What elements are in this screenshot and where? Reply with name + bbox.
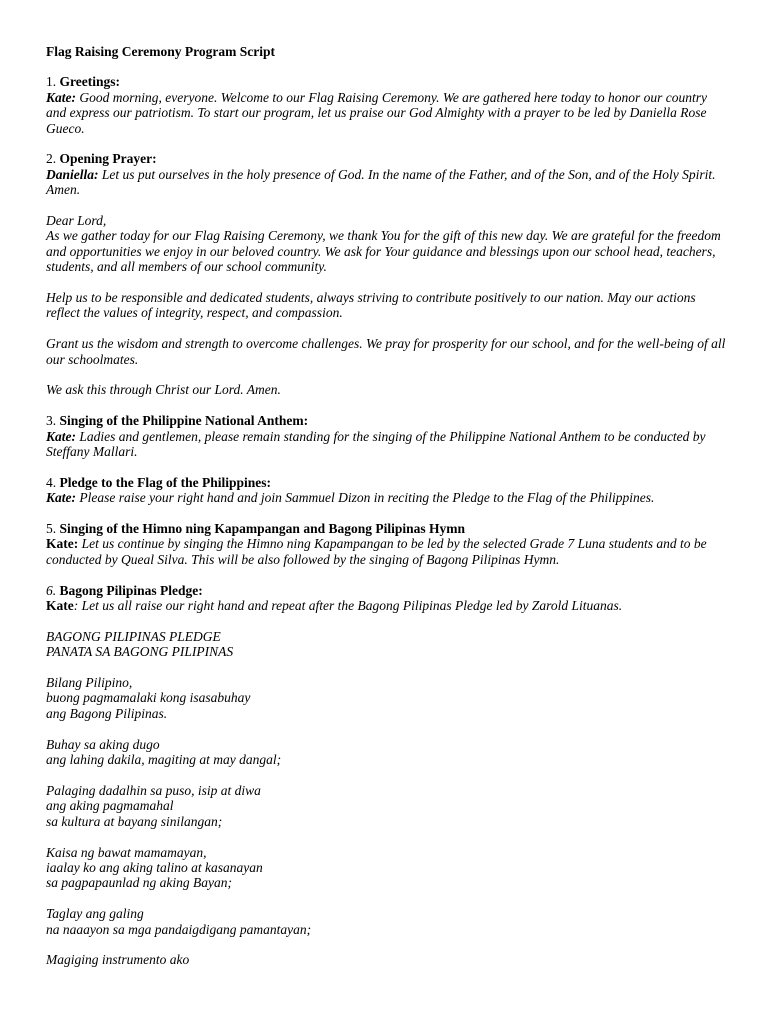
section-number: 3. (46, 413, 57, 429)
prayer-paragraph (46, 213, 726, 275)
pledge-stanza (46, 845, 726, 891)
pledge-line: iaalay ko ang aking talino at kasanayan (46, 859, 263, 875)
pledge-heading: BAGONG PILIPINAS PLEDGE (46, 628, 221, 644)
pledge-line: ang Bagong Pilipinas. (46, 705, 168, 721)
pledge-line: na naaayon sa mga pandaigdigang pamantayan; (46, 921, 312, 937)
section-number: 6. (46, 582, 57, 598)
section-title: Bagong Pilipinas Pledge: (59, 582, 203, 598)
pledge-stanza (46, 737, 726, 768)
document-title: Flag Raising Ceremony Program Script (46, 44, 275, 59)
speaker-line (46, 598, 726, 613)
prayer-paragraph: We ask this through Christ our Lord. Amen. (46, 382, 281, 398)
speaker-text: Ladies and gentlemen, please remain standing for the singing of the Philippine National Anthem to be conducted by Steffany Mallari. (46, 428, 706, 460)
pledge-stanza (46, 952, 726, 967)
prayer-paragraph: Help us to be responsible and dedicated students, always striving to contribute positively to our nation. May our actions reflect the values of integrity, respect, and compassion. (46, 290, 696, 321)
speaker-text: : Let us all raise our right hand and repeat after the Bagong Pilipinas Pledge led by Zarold Lituanas. (73, 598, 623, 614)
speaker-name: Kate: (46, 490, 76, 506)
pledge-stanzas (46, 675, 726, 968)
pledge-stanza (46, 906, 726, 937)
pledge-headings (46, 629, 726, 660)
pledge-line: Taglay ang galing (46, 906, 144, 922)
document-body (46, 44, 726, 983)
speaker-text: Good morning, everyone. Welcome to our Flag Raising Ceremony. We are gathered here today to honor our country and express our patriotism. To start our program, let us praise our God Almighty with a prayer to be led by Daniella Rose Gueco. (46, 89, 708, 136)
section-heading (46, 74, 726, 89)
pledge-line: Kaisa ng bawat mamamayan, (46, 844, 207, 860)
pledge-stanza (46, 675, 726, 721)
speaker-name: Daniella: (46, 166, 99, 182)
pledge-line: Palaging dadalhin sa puso, isip at diwa (46, 782, 261, 798)
prayer-text: As we gather today for our Flag Raising Ceremony, we thank You for the gift of this new day. We are grateful for the freedom and opportunities we enjoy in our beloved country. We ask for Your guidance and blessings upon our school head, teachers, students, and all members of our school community. (46, 228, 721, 275)
speaker-line (46, 536, 726, 567)
section-heading (46, 151, 726, 166)
section-title: Singing of the Himno ning Kapampangan and Bagong Pilipinas Hymn (59, 521, 465, 537)
section-title: Opening Prayer: (59, 151, 157, 167)
prayer-paragraph: Grant us the wisdom and strength to overcome challenges. We pray for prosperity for our school, and for the well-being of all our schoolmates. (46, 336, 726, 367)
pledge-line: buong pagmamalaki kong isasabuhay (46, 690, 251, 706)
section-number: 1. (46, 74, 57, 90)
pledge-line: Buhay sa aking dugo (46, 736, 160, 752)
speaker-name: Kate: (46, 89, 76, 105)
section-opening-prayer (46, 151, 726, 197)
pledge-line: Magiging instrumento ako (46, 952, 190, 968)
speaker-line (46, 90, 726, 136)
speaker-line (46, 429, 726, 460)
section-greetings (46, 74, 726, 136)
section-title: Singing of the Philippine National Anthem: (59, 413, 309, 429)
pledge-line: Bilang Pilipino, (46, 675, 133, 691)
speaker-name: Kate: (46, 536, 79, 552)
speaker-text: Let us put ourselves in the holy presence of God. In the name of the Father, and of the Son, and of the Holy Spirit. Amen. (46, 166, 716, 198)
section-heading (46, 583, 726, 598)
section-bagong-pilipinas-pledge (46, 583, 726, 614)
section-number: 2. (46, 151, 57, 167)
section-heading (46, 475, 726, 490)
pledge-line: ang aking pagmamahal (46, 798, 174, 814)
section-hymns (46, 521, 726, 567)
speaker-name: Kate (46, 598, 74, 614)
section-number: 4. (46, 474, 57, 490)
section-heading (46, 521, 726, 536)
speaker-line (46, 490, 726, 505)
section-heading (46, 413, 726, 428)
prayer-salutation: Dear Lord, (46, 213, 107, 229)
speaker-name: Kate: (46, 428, 76, 444)
section-national-anthem (46, 413, 726, 459)
speaker-text: Please raise your right hand and join Sammuel Dizon in reciting the Pledge to the Flag of the Philippines. (76, 490, 655, 506)
pledge-line: sa pagpapaunlad ng aking Bayan; (46, 875, 232, 891)
section-flag-pledge (46, 475, 726, 506)
section-number: 5. (46, 521, 57, 537)
pledge-stanza (46, 783, 726, 829)
section-title: Pledge to the Flag of the Philippines: (59, 474, 271, 490)
pledge-line: sa kultura at bayang sinilangan; (46, 813, 223, 829)
speaker-line (46, 167, 726, 198)
pledge-line: ang lahing dakila, magiting at may dangal; (46, 752, 282, 768)
speaker-text: Let us continue by singing the Himno ning Kapampangan to be led by the selected Grade 7 Luna students and to be conducted by Queal Silva. This will be also followed by the singing of Bagong Pilipinas Hymn. (46, 536, 707, 567)
pledge-heading: PANATA SA BAGONG PILIPINAS (46, 644, 234, 660)
section-title: Greetings: (59, 74, 120, 90)
